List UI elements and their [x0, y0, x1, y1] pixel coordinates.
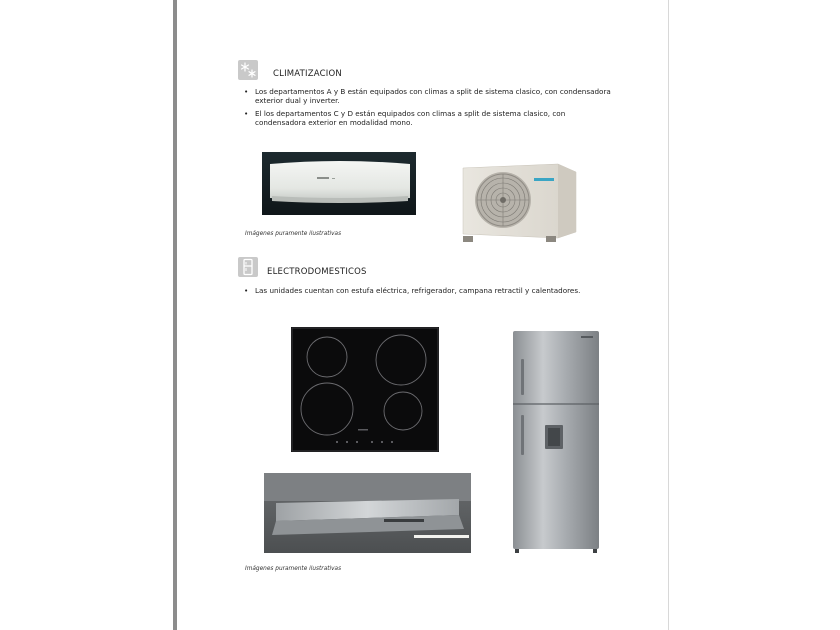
- section-title-electrodomesticos: ELECTRODOMESTICOS: [267, 267, 367, 277]
- section-title-climatizacion: CLIMATIZACION: [273, 69, 342, 79]
- list-item: • Los departamentos A y B están equipados con climas a split de sistema clasico, con condensadora exterior dual y inverter.: [242, 87, 614, 105]
- appliance-icon: [238, 257, 258, 277]
- snowflake-icon: [238, 60, 258, 80]
- outdoor-condenser-image: [458, 160, 582, 244]
- electrodomesticos-bullet-list: [242, 286, 614, 299]
- electrodomesticos-image-caption: Imágenes puramente ilustrativas: [245, 566, 342, 572]
- split-indoor-unit-image: [262, 152, 416, 215]
- list-item: • El los departamentos C y D están equipados con climas a split de sistema clasico, con condensadora exterior en modalidad mono.: [242, 109, 614, 127]
- electric-cooktop-image: [291, 327, 439, 452]
- retractable-range-hood-image: [264, 473, 471, 553]
- page-right-edge: [668, 0, 669, 630]
- list-item: • Las unidades cuentan con estufa eléctrica, refrigerador, campana retractil y calentadores.: [242, 286, 614, 295]
- climatizacion-bullet-list: [242, 87, 614, 131]
- refrigerator-image: [511, 331, 601, 553]
- page-left-edge: [173, 0, 177, 630]
- climatizacion-image-caption: Imágenes puramente ilustrativas: [245, 231, 342, 237]
